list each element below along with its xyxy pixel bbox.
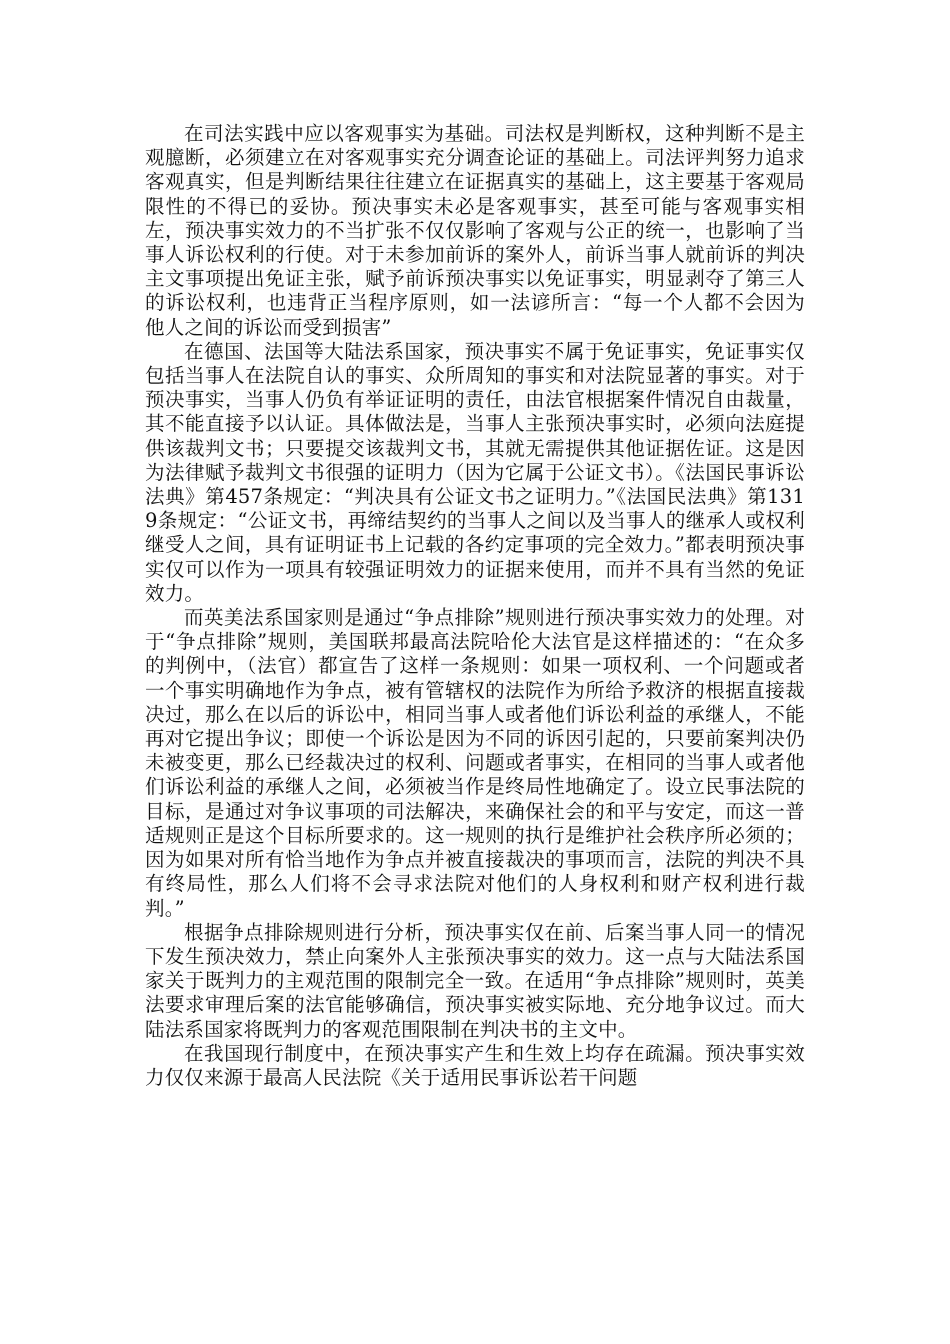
document-page (145, 122, 805, 1090)
paragraph-civil-law-countries: 在德国、法国等大陆法系国家，预决事实不属于免证事实，免证事实仅包括当事人在法院自认的事实、众所周知的事实和对法院显著的事实。对于预决事实，当事人仍负有举证证明的责任，由法官根据案件情况自由裁量，其不能直接予以认证。具体做法是，当事人主张预决事实时，必须向法庭提供该裁判文书；只要提交该裁判文书，其就无需提供其他证据佐证。这是因为法律赋予裁判文书很强的证明力（因为它属于公证文书）。《法国民事诉讼法典》第457条规定：“判决具有公证文书之证明力。”《法国民法典》第1319条规定：“公证文书，再缔结契约的当事人之间以及当事人的继承人或权利继受人之间，具有证明证书上记载的各约定事项的完全效力。”都表明预决事实仅可以作为一项具有较强证明效力的证据来使用，而并不具有当然的免证效力。 (145, 339, 805, 605)
paragraph-objective-facts: 在司法实践中应以客观事实为基础。司法权是判断权，这种判断不是主观臆断，必须建立在对客观事实充分调查论证的基础上。司法评判努力追求客观真实，但是判断结果往往建立在证据真实的基础上，这主要基于客观局限性的不得已的妥协。预决事实未必是客观事实，甚至可能与客观事实相左，预决事实效力的不当扩张不仅仅影响了客观与公正的统一，也影响了当事人诉讼权利的行使。对于未参加前诉的案外人，前诉当事人就前诉的判决主文事项提出免证主张，赋予前诉预决事实以免证事实，明显剥夺了第三人的诉讼权利，也违背正当程序原则，如一法谚所言：“每一个人都不会因为他人之间的诉讼而受到损害” (145, 122, 805, 339)
paragraph-analysis: 根据争点排除规则进行分析，预决事实仅在前、后案当事人同一的情况下发生预决效力，禁止向案外人主张预决事实的效力。这一点与大陆法系国家关于既判力的主观范围的限制完全一致。在适用“争点排除”规则时，英美法要求审理后案的法官能够确信，预决事实被实际地、充分地争议过。而大陆法系国家将既判力的客观范围限制在判决书的主文中。 (145, 920, 805, 1041)
paragraph-issue-preclusion: 而英美法系国家则是通过“争点排除”规则进行预决事实效力的处理。对于“争点排除”规则，美国联邦最高法院哈伦大法官是这样描述的：“在众多的判例中，（法官）都宣告了这样一条规则：如果一项权利、一个问题或者一个事实明确地作为争点，被有管辖权的法院作为所给予救济的根据直接裁决过，那么在以后的诉讼中，相同当事人或者他们诉讼利益的承继人，不能再对它提出争议；即使一个诉讼是因为不同的诉因引起的，只要前案判决仍未被变更，那么已经裁决过的权利、问题或者事实，在相同的当事人或者他们诉讼利益的承继人之间，必须被当作是终局性地确定了。设立民事法院的目标，是通过对争议事项的司法解决，来确保社会的和平与安定，而这一普适规则正是这个目标所要求的。这一规则的执行是维护社会秩序所必须的；因为如果对所有恰当地作为争点并被直接裁决的事项而言，法院的判决不具有终局性，那么人们将不会寻求法院对他们的人身权利和财产权利进行裁判。” (145, 606, 805, 920)
paragraph-current-system: 在我国现行制度中，在预决事实产生和生效上均存在疏漏。预决事实效力仅仅来源于最高人民法院《关于适用民事诉讼若干问题 (145, 1041, 805, 1089)
